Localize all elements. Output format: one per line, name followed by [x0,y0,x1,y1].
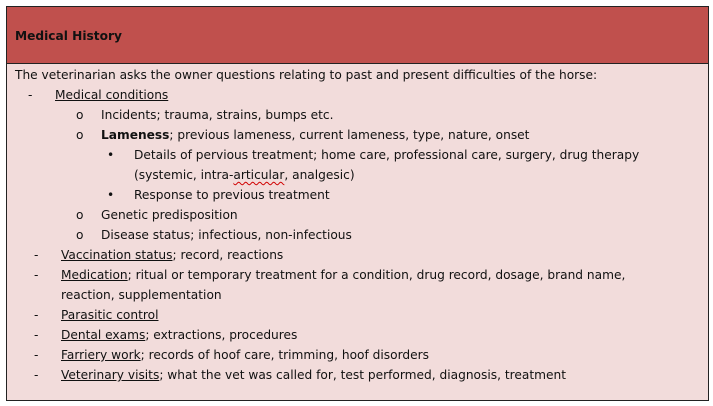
medication-details: ; ritual or temporary treatment for a condition, drug record, dosage, brand name, [127,268,626,282]
lameness-item [101,125,529,145]
parasitic-item: Parasitic control [61,308,159,322]
medication-item [61,265,625,285]
vaccination-details: ; record, reactions [172,248,284,262]
response-item: Response to previous treatment [134,188,330,202]
treatment-details-line2 [134,165,355,185]
dash-marker: - [34,368,39,382]
dash-marker: - [28,88,33,102]
treatment-details-line1: Details of pervious treatment; home care, professional care, surgery, drug therapy [134,148,640,162]
circle-marker: o [76,208,84,222]
medical-history-box [6,6,709,401]
intro-text: The veterinarian asks the owner questions relating to past and present difficulties of the horse: [15,68,598,82]
vet-visits-details: ; what the vet was called for, test performed, diagnosis, treatment [159,368,566,382]
treatment-line2-pre: (systemic, intra- [134,168,234,182]
medication-label: Medication [61,268,128,282]
dental-item [61,325,297,345]
vet-visits-label: Veterinary visits [61,368,160,382]
treatment-line2-post: , analgesic) [284,168,355,182]
circle-marker: o [76,108,84,122]
disease-item: Disease status; infectious, non-infectious [101,228,352,242]
circle-marker: o [76,228,84,242]
farriery-item [61,345,429,365]
bullet-marker: • [107,148,115,162]
lameness-details: ; previous lameness, current lameness, type, nature, onset [169,128,530,142]
farriery-label: Farriery work [61,348,141,362]
dash-marker: - [34,248,39,262]
medical-conditions-label: Medical conditions [55,88,169,102]
bullet-marker: • [107,188,115,202]
dash-marker: - [34,308,39,322]
dental-details: ; extractions, procedures [145,328,298,342]
dash-marker: - [34,348,39,362]
incidents-item: Incidents; trauma, strains, bumps etc. [101,108,334,122]
vet-visits-item [61,365,566,385]
vaccination-item [61,245,283,265]
dash-marker: - [34,328,39,342]
circle-marker: o [76,128,84,142]
lameness-label: Lameness [101,128,170,142]
spellcheck-word: articular [233,168,285,182]
dental-label: Dental exams [61,328,146,342]
section-title: Medical History [15,29,122,43]
section-header [7,7,708,64]
vaccination-label: Vaccination status [61,248,173,262]
farriery-details: ; records of hoof care, trimming, hoof disorders [140,348,429,362]
medication-line2: reaction, supplementation [61,288,222,302]
genetic-item: Genetic predisposition [101,208,238,222]
dash-marker: - [34,268,39,282]
